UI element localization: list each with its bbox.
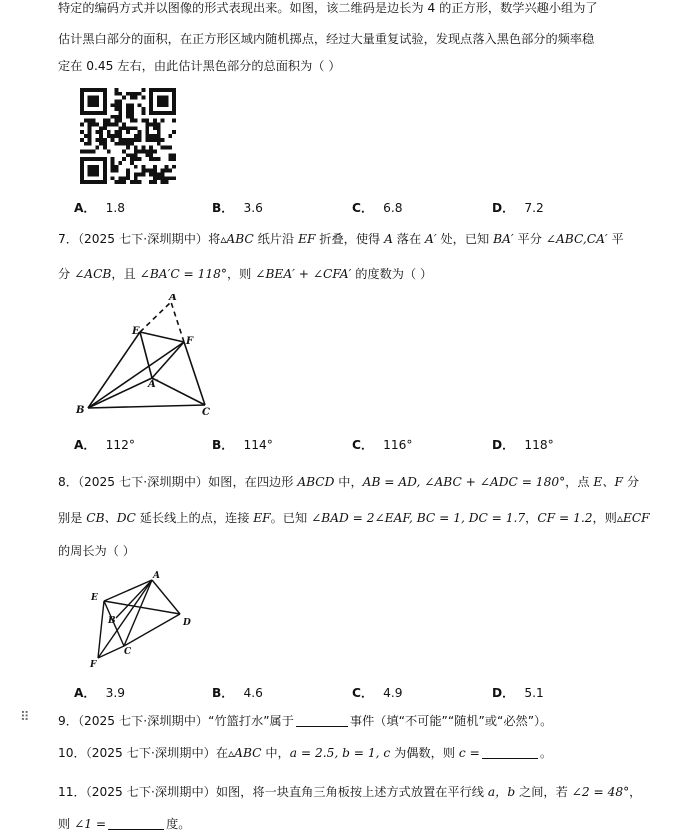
q7-option-d[interactable]: D． 118° [492, 438, 554, 452]
q9-line: 9．（2025 七下·深圳期中）“竹篮打水”属于 事件（填“不可能”“随机”或“必然”）。 [58, 714, 553, 728]
q6-option-a[interactable]: A． 1.8 [74, 201, 126, 215]
q8-label-c: C [124, 647, 132, 657]
q8-label-f: F [90, 660, 97, 668]
q7-label-f: F [186, 336, 194, 347]
q7-label-a-prime: A′ [148, 379, 159, 390]
q6-option-c[interactable]: C． 6.8 [352, 201, 403, 215]
q11-line-2: 则 ∠1 = 度。 [58, 817, 191, 831]
q7-fold-ef [140, 332, 184, 342]
q7-option-b[interactable]: B． 114° [212, 438, 273, 452]
q8-option-c[interactable]: C． 4.9 [352, 686, 403, 700]
q8-seg-dc [124, 614, 180, 646]
q7-label-a: A [169, 294, 177, 303]
q10-answer-blank[interactable] [482, 746, 538, 759]
q8-label-e: E [91, 593, 98, 603]
q11-answer-blank[interactable] [108, 817, 164, 830]
q8-quadrilateral-figure [84, 568, 194, 668]
q8-option-d[interactable]: D． 5.1 [492, 686, 544, 700]
q7-dash-fa [171, 302, 184, 342]
q7-option-c[interactable]: C． 116° [352, 438, 413, 452]
q8-line-3: 的周长为（ ） [58, 544, 135, 558]
q8-label-a: A [153, 571, 160, 581]
q6-line-2: 估计黑白部分的面积，在正方形区域内随机掷点，经过大量重复试验，发现点落入黑色部分的频率稳 [58, 32, 595, 46]
q7-seg-bf [88, 342, 184, 408]
q7-side-bc [88, 405, 205, 408]
q6-line-3: 定在 0.45 左右，由此估计黑色部分的总面积为（ ） [58, 59, 341, 73]
q7-line-2: 分 ∠ACB，且 ∠BA′C = 118°，则 ∠BEA′ + ∠CFA′ 的度数为（ ） [58, 267, 433, 281]
q6-option-d[interactable]: D． 7.2 [492, 201, 544, 215]
q9-answer-blank[interactable] [296, 714, 348, 727]
qr-code-image [80, 88, 176, 184]
q8-label-b: B [108, 616, 116, 626]
q8-option-a[interactable]: A． 3.9 [74, 686, 126, 700]
q7-option-a[interactable]: A． 112° [74, 438, 135, 452]
q7-line-1: 7．（2025 七下·深圳期中）将▵ABC 纸片沿 EF 折叠，使得 A 落在 A′ 处，已知 BA′ 平分 ∠ABC,CA′ 平 [58, 232, 624, 246]
q8-line-2: 别是 CB、DC 延长线上的点，连接 EF。已知 ∠BAD = 2∠EAF, BC = 1, DC = 1.7，CF = 1.2，则▵ECF [58, 511, 650, 525]
q6-option-b[interactable]: B． 3.6 [212, 201, 263, 215]
q7-dash-ea [140, 302, 171, 332]
q7-triangle-figure [74, 294, 224, 419]
q8-seg-ab [116, 580, 152, 618]
q6-line-1: 特定的编码方式并以图像的形式表现出来。如图，该二维码是边长为 4 的正方形，数学兴趣小组为了 [58, 1, 598, 15]
q7-label-b: B [76, 405, 85, 416]
q7-label-c: C [202, 407, 210, 418]
q8-seg-ad [152, 580, 180, 614]
drag-handle-icon[interactable]: ⠿ [20, 710, 30, 725]
q8-option-b[interactable]: B． 4.6 [212, 686, 263, 700]
q10-line: 10．（2025 七下·深圳期中）在▵ABC 中，a = 2.5, b = 1, c 为偶数，则 c = 。 [58, 746, 552, 760]
q7-label-e: E [132, 326, 140, 337]
q8-line-1: 8．（2025 七下·深圳期中）如图，在四边形 ABCD 中，AB = AD, ∠ABC + ∠ADC = 180°，点 E、F 分 [58, 475, 640, 489]
q11-line-1: 11．（2025 七下·深圳期中）如图，将一块直角三角板按上述方式放置在平行线 a，b 之间，若 ∠2 = 48°， [58, 785, 642, 799]
q8-label-d: D [183, 618, 191, 628]
